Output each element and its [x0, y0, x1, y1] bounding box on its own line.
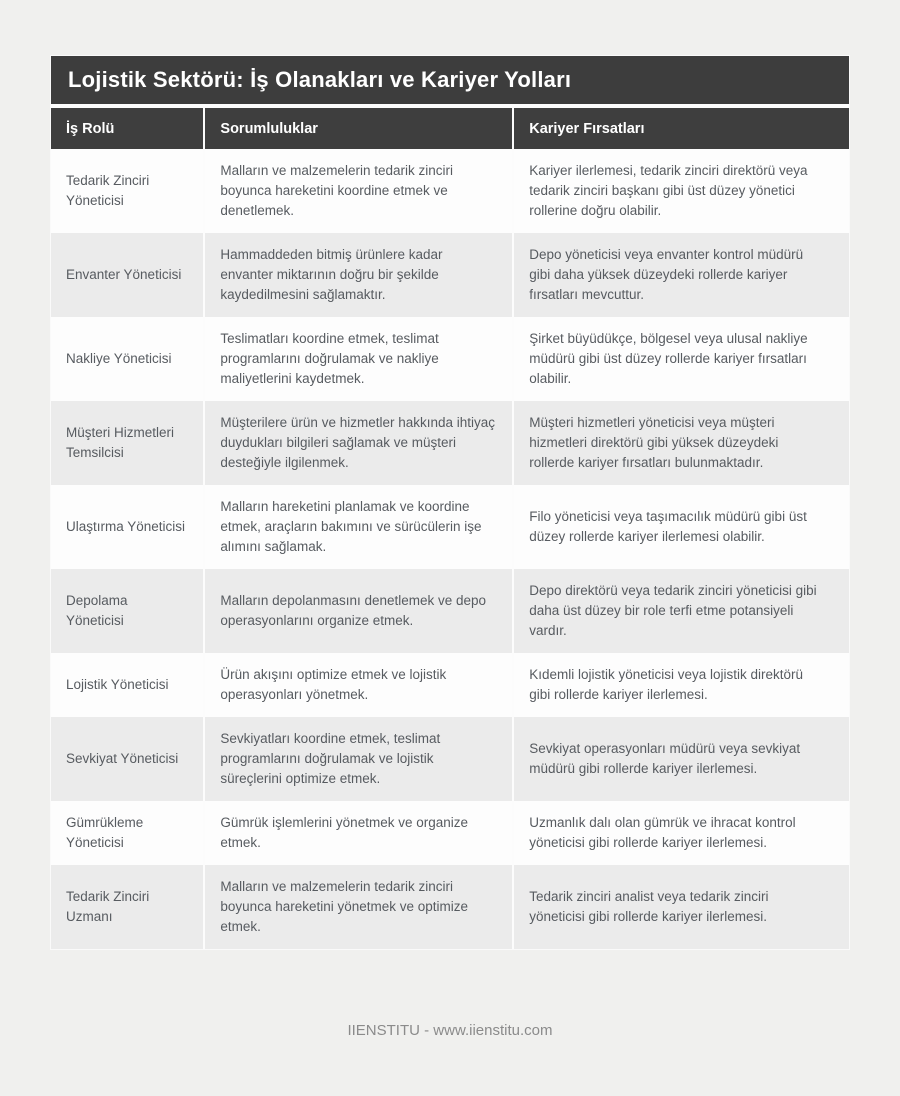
- role-cell: Depolama Yöneticisi: [66, 593, 128, 628]
- footer: [0, 1022, 900, 1039]
- opportunities-cell: Tedarik zinciri analist veya tedarik zinciri yöneticisi gibi rollerde kariyer ilerlemesi.: [512, 865, 849, 949]
- page-title: Lojistik Sektörü: İş Olanakları ve Kariyer Yolları: [68, 67, 572, 92]
- role-cell: Lojistik Yöneticisi: [66, 677, 169, 692]
- responsibilities-cell: Sevkiyatları koordine etmek, teslimat programlarını doğrulamak ve lojistik süreçlerini optimize etmek.: [203, 717, 512, 801]
- role-cell: Nakliye Yöneticisi: [66, 351, 172, 366]
- responsibilities-cell: Malların depolanmasını denetlemek ve depo operasyonlarını organize etmek.: [203, 569, 512, 653]
- header-cell-role: İş Rolü: [66, 120, 115, 137]
- footer-credit: IIENSTITU - www.iienstitu.com: [347, 1022, 553, 1039]
- logistics-table-card: [50, 55, 850, 950]
- responsibilities-cell: Malların ve malzemelerin tedarik zinciri boyunca hareketini koordine etmek ve denetlemek.: [203, 149, 512, 233]
- role-cell: Gümrükleme Yöneticisi: [66, 815, 144, 850]
- role-cell: Müşteri Hizmetleri Temsilcisi: [66, 425, 175, 460]
- opportunities-cell: Kariyer ilerlemesi, tedarik zinciri direktörü veya tedarik zinciri başkanı gibi üst düzey yönetici rollerine doğru olabilir.: [512, 149, 849, 233]
- responsibilities-cell: Ürün akışını optimize etmek ve lojistik operasyonları yönetmek.: [203, 653, 512, 717]
- opportunities-cell: Müşteri hizmetleri yöneticisi veya müşteri hizmetleri direktörü gibi yüksek düzeydeki rollerde kariyer fırsatları bulunmaktadır.: [512, 401, 849, 485]
- table-row: [51, 865, 849, 949]
- header-cell-responsibilities: Sorumluluklar: [203, 108, 512, 149]
- table-row: [51, 485, 849, 569]
- role-cell: Envanter Yöneticisi: [66, 267, 182, 282]
- table-row: [51, 233, 849, 317]
- responsibilities-cell: Malların hareketini planlamak ve koordine etmek, araçların bakımını ve sürücülerin işe alımını sağlamak.: [203, 485, 512, 569]
- responsibilities-cell: Müşterilere ürün ve hizmetler hakkında ihtiyaç duydukları bilgileri sağlamak ve müşteri desteğiyle ilgilenmek.: [203, 401, 512, 485]
- table-row: [51, 317, 849, 401]
- opportunities-cell: Depo yöneticisi veya envanter kontrol müdürü gibi daha yüksek düzeydeki rollerde kariyer fırsatları mevcuttur.: [512, 233, 849, 317]
- table-header-row: [51, 108, 849, 149]
- table-body: [51, 149, 849, 949]
- opportunities-cell: Filo yöneticisi veya taşımacılık müdürü gibi üst düzey rollerde kariyer ilerlemesi olabilir.: [512, 485, 849, 569]
- responsibilities-cell: Malların ve malzemelerin tedarik zinciri boyunca hareketini yönetmek ve optimize etmek.: [203, 865, 512, 949]
- table-row: [51, 717, 849, 801]
- title-bar: [51, 56, 849, 108]
- opportunities-cell: Sevkiyat operasyonları müdürü veya sevkiyat müdürü gibi rollerde kariyer ilerlemesi.: [512, 717, 849, 801]
- table-row: [51, 653, 849, 717]
- role-cell: Tedarik Zinciri Yöneticisi: [66, 173, 150, 208]
- table-row: [51, 401, 849, 485]
- careers-table: [51, 108, 849, 949]
- table-row: [51, 149, 849, 233]
- responsibilities-cell: Teslimatları koordine etmek, teslimat programlarını doğrulamak ve nakliye maliyetlerini kaydetmek.: [203, 317, 512, 401]
- role-cell: Sevkiyat Yöneticisi: [66, 751, 179, 766]
- opportunities-cell: Uzmanlık dalı olan gümrük ve ihracat kontrol yöneticisi gibi rollerde kariyer ilerlemesi.: [512, 801, 849, 865]
- responsibilities-cell: Gümrük işlemlerini yönetmek ve organize etmek.: [203, 801, 512, 865]
- role-cell: Ulaştırma Yöneticisi: [66, 519, 186, 534]
- opportunities-cell: Kıdemli lojistik yöneticisi veya lojistik direktörü gibi rollerde kariyer ilerlemesi.: [512, 653, 849, 717]
- table-row: [51, 569, 849, 653]
- role-cell: Tedarik Zinciri Uzmanı: [66, 889, 150, 924]
- table-row: [51, 801, 849, 865]
- header-cell-career-opportunities: Kariyer Fırsatları: [512, 108, 849, 149]
- opportunities-cell: Depo direktörü veya tedarik zinciri yöneticisi gibi daha üst düzey bir role terfi etme potansiyeli vardır.: [512, 569, 849, 653]
- opportunities-cell: Şirket büyüdükçe, bölgesel veya ulusal nakliye müdürü gibi üst düzey rollerde kariyer fırsatları olabilir.: [512, 317, 849, 401]
- responsibilities-cell: Hammaddeden bitmiş ürünlere kadar envanter miktarının doğru bir şekilde kaydedilmesini sağlamaktır.: [203, 233, 512, 317]
